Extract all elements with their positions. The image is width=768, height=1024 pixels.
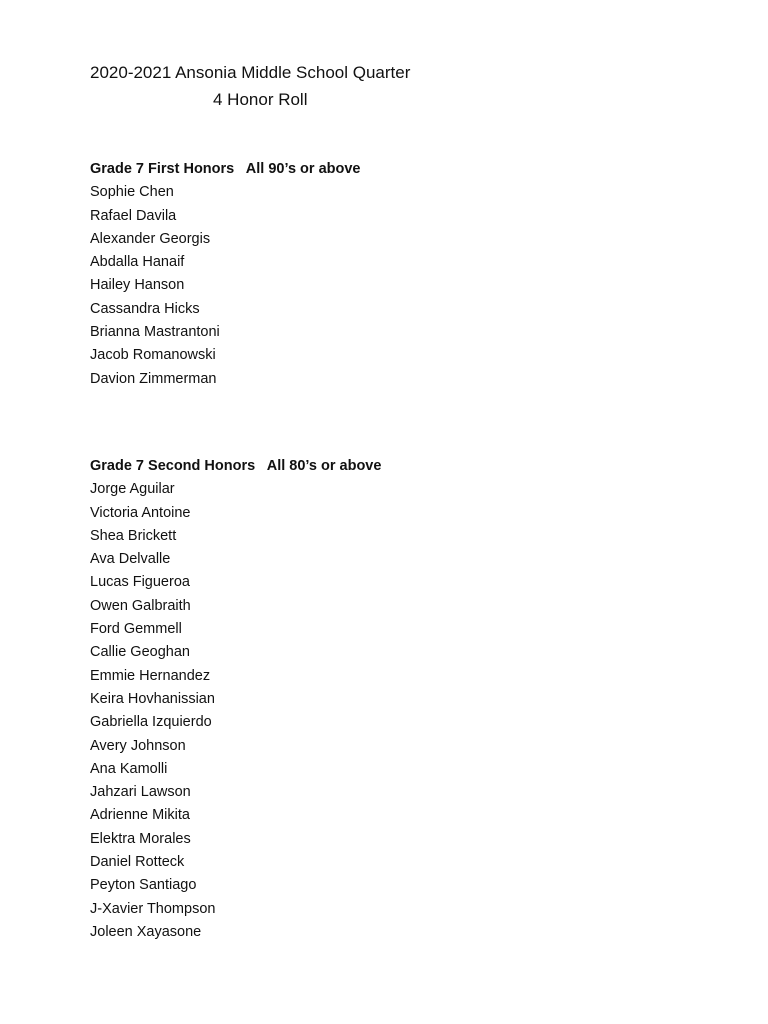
list-item: Abdalla Hanaif	[90, 254, 185, 271]
list-item: Victoria Antoine	[90, 504, 191, 521]
list-item: Owen Galbraith	[90, 597, 191, 614]
list-item: Keira Hovhanissian	[90, 690, 215, 707]
document-title	[90, 59, 410, 113]
list-item: Lucas Figueroa	[90, 574, 190, 591]
list-item: Davion Zimmerman	[90, 370, 217, 387]
list-item: Cassandra Hicks	[90, 300, 200, 317]
name-list	[90, 181, 360, 391]
section-heading: Grade 7 Second Honors All 80’s or above	[90, 458, 382, 474]
list-item: Hailey Hanson	[90, 277, 185, 294]
list-item: Avery Johnson	[90, 737, 186, 754]
list-item: Alexander Georgis	[90, 230, 211, 247]
list-item: J-Xavier Thompson	[90, 900, 216, 917]
list-item: Elektra Morales	[90, 830, 191, 847]
list-item: Sophie Chen	[90, 184, 174, 201]
list-item: Peyton Santiago	[90, 877, 197, 894]
list-item: Shea Brickett	[90, 527, 177, 544]
list-item: Brianna Mastrantoni	[90, 324, 220, 341]
second-honors-section	[90, 455, 381, 944]
first-honors-section	[90, 158, 360, 391]
list-item: Ava Delvalle	[90, 551, 171, 568]
list-item: Adrienne Mikita	[90, 807, 190, 824]
list-item: Ana Kamolli	[90, 760, 168, 777]
name-list	[90, 478, 381, 944]
list-item: Jahzari Lawson	[90, 784, 191, 801]
list-item: Rafael Davila	[90, 207, 177, 224]
list-item: Ford Gemmell	[90, 621, 182, 638]
list-item: Jacob Romanowski	[90, 347, 216, 364]
title-line-1: 2020-2021 Ansonia Middle School Quarter	[90, 63, 411, 82]
title-line-2: 4 Honor Roll	[213, 90, 308, 109]
list-item: Jorge Aguilar	[90, 481, 175, 498]
list-item: Joleen Xayasone	[90, 923, 202, 940]
list-item: Gabriella Izquierdo	[90, 714, 212, 731]
list-item: Callie Geoghan	[90, 644, 190, 661]
list-item: Emmie Hernandez	[90, 667, 211, 684]
section-heading: Grade 7 First Honors All 90’s or above	[90, 161, 361, 177]
list-item: Daniel Rotteck	[90, 854, 185, 871]
